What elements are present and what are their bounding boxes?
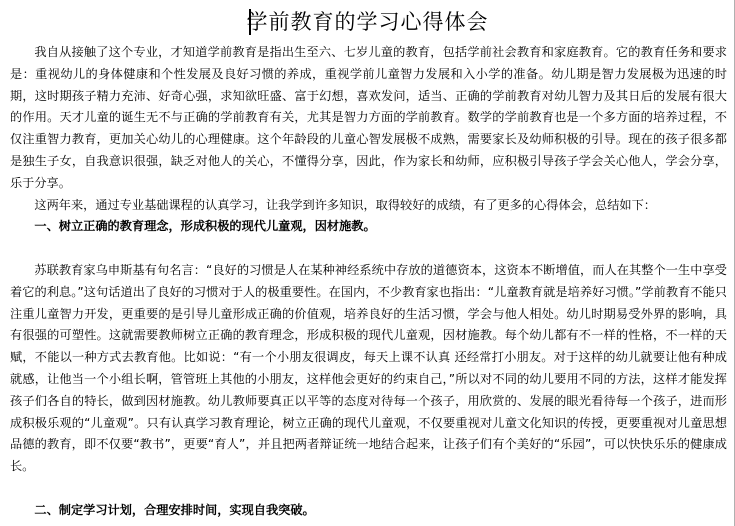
blank-line (10, 238, 727, 260)
document-title: 学前教育的学习心得体会 (246, 10, 489, 34)
summary-paragraph: 这两年来，通过专业基础课程的认真学习，让我学到许多知识，取得较好的成绩，有了更多的心得体会，总结如下： (34, 197, 656, 212)
blank-line (10, 478, 727, 500)
document-body (10, 42, 727, 522)
intro-paragraph: 我自从接触了这个专业，才知道学前教育是指出生至六、七岁儿童的教育，包括学前社会教育和家庭教育。它的教育任务和要求是：重视幼儿的身体健康和个性发展及良好习惯的养成，重视学前儿童智力发展和入小学的准备。幼儿期是智力发展极为迅速的时期，这时期孩子精力充沛、好奇心强，求知欲旺盛、富于幻想，喜欢发问，适当、正确的学前教育对幼儿智力及其日后的发展有很大的作用。天才儿童的诞生无不与正确的学前教育有关，尤其是智力方面的学前教育。数学的学前教育也是一个多方面的培养过程，不仅注重智力教育，更加关心幼儿的心理健康。这个年龄段的儿童心智发展极不成熟，需要家长及幼师积极的引导。现在的孩子很多都是独生子女，自我意识很强，缺乏对他人的关心，不懂得分享，因此，作为家长和幼师，应积极引导孩子学会关心他人，学会分享，乐于分享。 (10, 45, 727, 190)
section-1-paragraph: 苏联教育家乌申斯基有句名言：“良好的习惯是人在某种神经系统中存放的道德资本，这资本不断增值，而人在其整个一生中享受着它的利息。”这句话道出了良好的习惯对于人的极重要性。在国内，不少教育家也指出：“儿童教育就是培养好习惯。”学前教育不能只注重儿童智力开发，更重要的是引导儿童形成正确的价值观，培养良好的生活习惯，学会与他人相处。幼儿时期易受外界的影响，具有很强的可塑性。这就需要教师树立正确的教育理念，形成积极的现代儿童观，因材施教。每个幼儿都有不一样的性格，不一样的天赋，不能以一种方式去教育他。比如说：“有一个小朋友很调皮，每天上课不认真 还经常打小朋友。对于这样的幼儿就要让他有种成就感，让他当一个小组长啊，管管班上其他的小朋友，这样他会更好的约束自己，”所以对不同的幼儿要用不同的方法，这样才能发挥孩子们各自的特长，做到因材施教。幼儿教师要真正以平等的态度对待每一个孩子，用欣赏的、发展的眼光看待每一个孩子，进而形成积极乐观的“儿童观”。只有认真学习教育理论，树立正确的现代儿童观，不仅要重视对儿童文化知识的传授，更要重视对儿童思想品德的教育，即不仅要“教书”，更要“育人”，并且把两者辩证统一地结合起来，让孩子们有个美好的“乐园”，可以快快乐乐的健康成长。 (10, 262, 727, 474)
section-2-heading: 二、制定学习计划，合理安排时间，实现自我突破。 (34, 502, 315, 517)
section-1-heading: 一、树立正确的教育理念，形成积极的现代儿童观，因材施教。 (34, 219, 376, 234)
